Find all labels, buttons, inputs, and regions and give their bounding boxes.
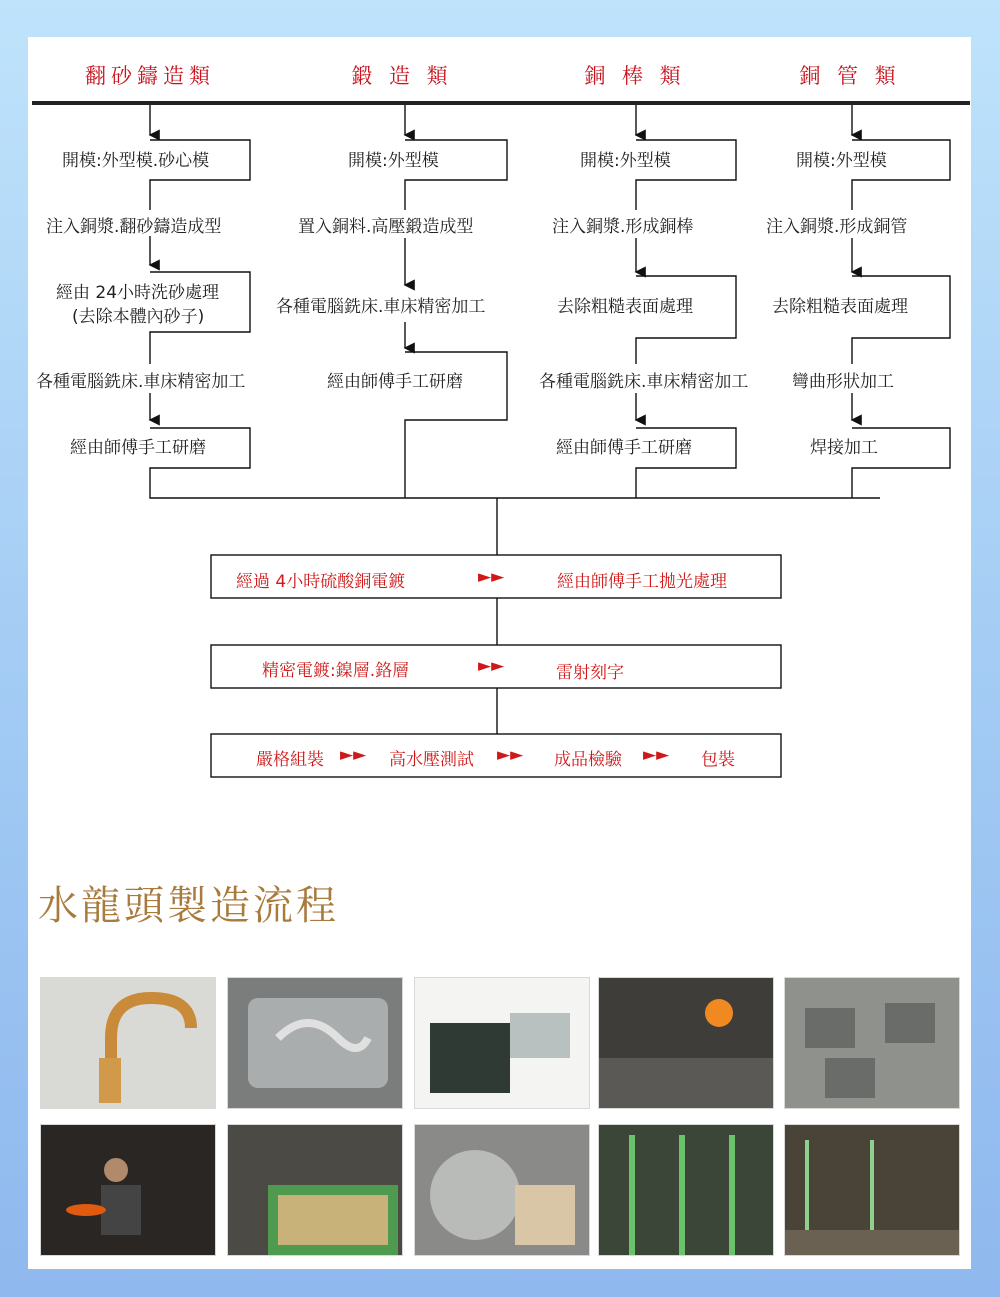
- photo-plating-rack: [598, 1124, 774, 1256]
- plating-step: 經過 4小時硫酸銅電鍍: [236, 572, 406, 592]
- packaging-step: 包裝: [701, 750, 735, 770]
- arrow-3: ►►: [340, 745, 367, 765]
- arrow-2: ►►: [478, 656, 505, 676]
- assembly-step: 嚴格組裝: [256, 750, 324, 770]
- inspection-step: 成品檢驗: [554, 750, 622, 770]
- section-title: 水龍頭製造流程: [38, 883, 339, 929]
- photo-plating-line: [784, 1124, 960, 1256]
- forge-step-3: 各種電腦銑床.車床精密加工: [276, 297, 486, 317]
- polishing-step: 經由師傅手工拋光處理: [557, 572, 727, 592]
- pipe-step-3: 去除粗糙表面處理: [772, 297, 908, 317]
- arrow-4: ►►: [497, 745, 524, 765]
- rod-step-4: 各種電腦銑床.車床精密加工: [539, 372, 749, 392]
- sand-step-3-note: (去除本體內砂子): [72, 307, 205, 327]
- arrow-1: ►►: [478, 567, 505, 587]
- photo-furnace: [598, 977, 774, 1109]
- photo-worker-pouring: [40, 1124, 216, 1256]
- category-sand-casting: 翻砂鑄造類: [85, 64, 215, 88]
- rod-step-1: 開模:外型模: [580, 151, 671, 171]
- pipe-step-2: 注入銅漿.形成銅管: [766, 217, 908, 237]
- rod-step-2: 注入銅漿.形成銅棒: [552, 217, 694, 237]
- sand-step-4: 各種電腦銑床.車床精密加工: [36, 372, 246, 392]
- sand-step-5: 經由師傅手工研磨: [70, 438, 206, 458]
- category-forging: 鍛 造 類: [351, 64, 453, 88]
- laser-engraving-step: 雷射刻字: [556, 663, 624, 683]
- photo-brass-parts: [227, 1124, 403, 1256]
- sand-step-1: 開模:外型模.砂心模: [62, 151, 210, 171]
- arrow-5: ►►: [643, 745, 670, 765]
- photo-brass-casting: [40, 977, 216, 1109]
- photo-sand-core: [414, 977, 590, 1109]
- rod-step-3: 去除粗糙表面處理: [557, 297, 693, 317]
- sand-step-2: 注入銅漿.翻砂鑄造成型: [46, 217, 222, 237]
- photo-grinding: [414, 1124, 590, 1256]
- forge-step-1: 開模:外型模: [348, 151, 439, 171]
- category-copper-rod: 銅 棒 類: [584, 64, 686, 88]
- category-copper-pipe: 銅 管 類: [799, 64, 901, 88]
- forge-step-2: 置入銅料.高壓鍛造成型: [298, 217, 474, 237]
- photo-forging-mold: [227, 977, 403, 1109]
- pipe-step-1: 開模:外型模: [796, 151, 887, 171]
- pressure-test-step: 高水壓測試: [389, 750, 474, 770]
- electroplating-step: 精密電鍍:鎳層.鉻層: [262, 661, 410, 681]
- pipe-step-5: 焊接加工: [810, 438, 878, 458]
- pipe-step-4: 彎曲形狀加工: [792, 372, 894, 392]
- sand-step-3: 經由 24小時洗砂處理: [56, 283, 220, 303]
- forge-step-4: 經由師傅手工研磨: [327, 372, 463, 392]
- rod-step-5: 經由師傅手工研磨: [556, 438, 692, 458]
- photo-sand-molds: [784, 977, 960, 1109]
